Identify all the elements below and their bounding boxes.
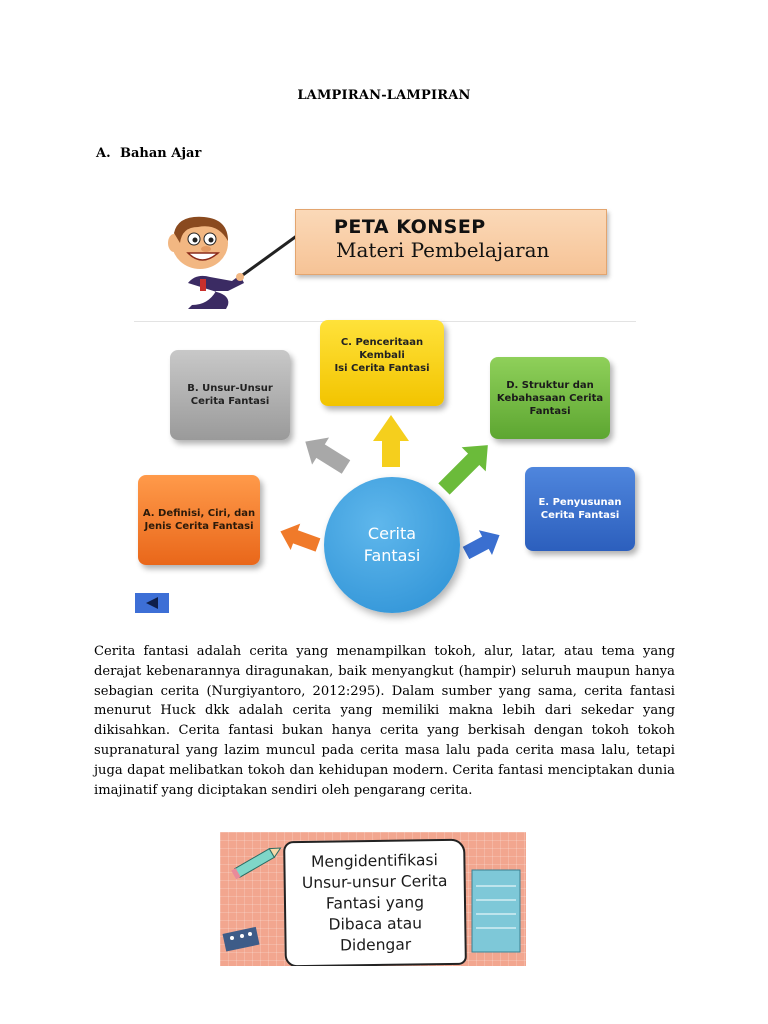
arrow-left-icon — [276, 518, 323, 558]
section-title: Bahan Ajar — [120, 146, 202, 161]
notebook-icon — [468, 866, 524, 956]
body-paragraph: Cerita fantasi adalah cerita yang menampilkan tokoh, alur, latar, atau tema yang derajat kebenarannya diragunakan, baik menyangkut (hampir) seluruh maupun hanya sebagian cerita (Nurgiyantoro, 2012:295). Dalam sumber yang sama, cerita fantasi menurut Huck dkk adalah cerita yang memiliki makna lebih dari sekedar yang dikisahkan. Cerita fantasi bukan hanya cerita yang berkisah dengan tokoh tokoh supranatural yang lazim muncul pada cerita masa lalu pada cerita masa lalu, tetapi juga dapat melibatkan tokoh dan kehidupan modern. Cerita fantasi menciptakan dunia imajinatif yang diciptakan sendiri oleh pengarang cerita. — [94, 644, 675, 798]
lesson-banner-image — [220, 832, 526, 966]
concept-box-c: C. Penceritaan Kembali Isi Cerita Fantasi — [320, 320, 444, 406]
center-circle: Cerita Fantasi — [324, 477, 460, 613]
arrow-up-right-icon — [432, 433, 500, 501]
lesson-title-card: Mengidentifikasi Unsur-unsur Cerita Fantasi yang Dibaca atau Didengar — [283, 839, 467, 966]
back-button[interactable] — [135, 593, 169, 613]
concept-box-e: E. Penyusunan Cerita Fantasi — [525, 467, 635, 551]
section-number: A. — [96, 146, 111, 161]
page-title: LAMPIRAN-LAMPIRAN — [297, 88, 471, 103]
header-title: PETA KONSEP — [334, 216, 486, 238]
back-triangle-icon — [144, 596, 160, 610]
concept-box-b: B. Unsur-Unsur Cerita Fantasi — [170, 350, 290, 440]
washi-tape-icon — [222, 924, 262, 954]
concept-map-image — [134, 205, 636, 617]
pencil-icon — [228, 836, 288, 886]
concept-box-d: D. Struktur dan Kebahasaan Cerita Fantasi — [490, 357, 610, 439]
concept-box-a: A. Definisi, Ciri, dan Jenis Cerita Fantasi — [138, 475, 260, 565]
section-heading — [96, 146, 201, 161]
header-subtitle: Materi Pembelajaran — [336, 238, 550, 262]
arrow-up-icon — [373, 415, 409, 467]
arrow-up-left-icon — [297, 428, 355, 481]
arrow-right-icon — [459, 523, 506, 566]
